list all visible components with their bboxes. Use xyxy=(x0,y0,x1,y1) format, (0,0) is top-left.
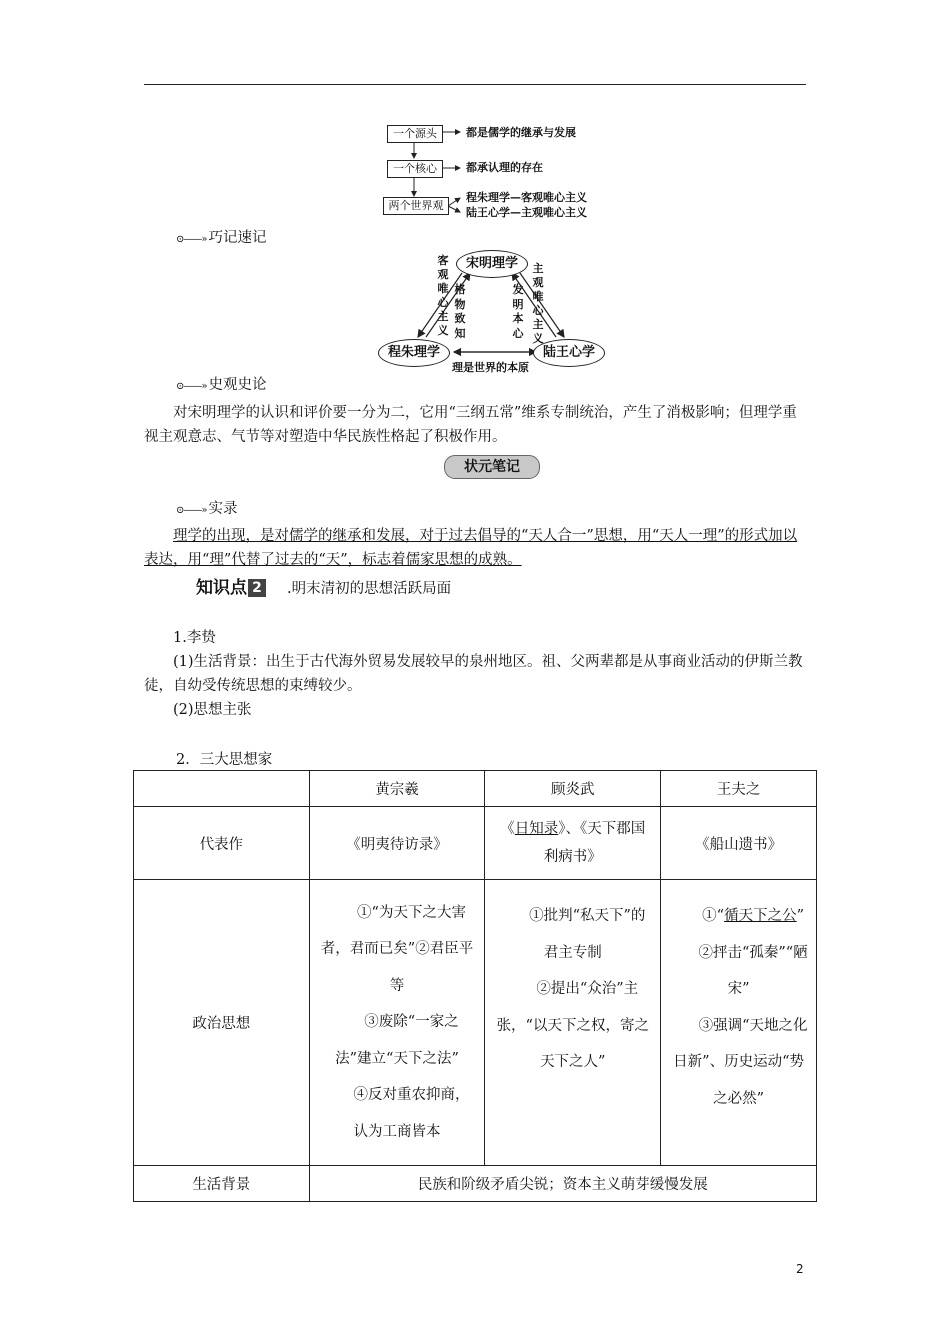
cell-wang-works: 《船山遗书》 xyxy=(661,807,817,880)
row-label: 生活背景 xyxy=(134,1166,310,1202)
table-row-politics xyxy=(134,880,817,1166)
row-label: 政治思想 xyxy=(134,880,310,1166)
header-cell: 王夫之 xyxy=(661,771,817,807)
knowledge-point-badge xyxy=(196,577,266,599)
text-source: 都是儒学的继承与发展 xyxy=(466,126,576,139)
label-right-outer: 主 观 唯 心 主 义 xyxy=(532,262,544,345)
section-shilu xyxy=(176,499,238,521)
thinkers-table xyxy=(133,770,817,1202)
header-rule xyxy=(144,84,806,85)
header-cell: 顾炎武 xyxy=(485,771,661,807)
cell-gu-works: 《日知录》、《天下郡国利病书》 xyxy=(485,807,661,880)
node-luwang: 陆王心学 xyxy=(533,339,605,367)
section-label: 史观史论 xyxy=(208,377,267,393)
shiguan-text: 对宋明理学的认识和评价要一分为二，它用“三纲五常”维系专制统治，产生了消极影响；但理学重视主观意志、气节等对塑造中华民族性格起了积极作用。 xyxy=(144,405,797,445)
kp-label: 知识点 xyxy=(196,578,247,598)
table-row-works xyxy=(134,807,817,880)
section-shiguan xyxy=(176,375,267,397)
lizhi-heading: 1.李贽 xyxy=(173,630,216,646)
three-thinkers-heading: 2．三大思想家 xyxy=(176,752,273,768)
cell-gu-politics: ①批判“私天下”的君主专制 ②提出“众治”主张，“以天下之权，寄之天下之人” xyxy=(485,880,661,1166)
cell-background: 民族和阶级矛盾尖锐；资本主义萌芽缓慢发展 xyxy=(309,1166,816,1202)
kp-number: 2 xyxy=(248,579,266,597)
text-luwang: 陆王心学—主观唯心主义 xyxy=(466,206,587,219)
table-header-row xyxy=(134,771,817,807)
section-label: 实录 xyxy=(208,501,238,517)
marker-icon: ⊙——» xyxy=(176,505,207,516)
label-left-inner: 格 物 致 知 xyxy=(454,283,466,340)
table-row-background xyxy=(134,1166,817,1202)
box-core: 一个核心 xyxy=(387,160,443,178)
header-cell xyxy=(134,771,310,807)
lizhi-background: (1)生活背景：出生于古代海外贸易发展较早的泉州地区。祖、父两辈都是从事商业活动的伊斯兰教徒，自幼受传统思想的束缚较少。 xyxy=(144,654,803,694)
text-core: 都承认理的存在 xyxy=(466,161,543,174)
box-worldview: 两个世界观 xyxy=(383,197,449,215)
cell-huang-politics: ①“为天下之大害者，君而已矣”②君臣平等 ③废除“一家之法”建立“天下之法” ④反对重农抑商，认为工商皆本 xyxy=(309,880,485,1166)
node-chengzhu: 程朱理学 xyxy=(378,339,450,367)
section-qiaoji xyxy=(176,228,267,250)
zhuangyuan-badge: 状元笔记 xyxy=(444,455,540,479)
marker-icon: ⊙——» xyxy=(176,234,207,245)
section-label: 巧记速记 xyxy=(208,230,267,246)
header-cell: 黄宗羲 xyxy=(309,771,485,807)
lizhi-section xyxy=(144,626,806,722)
kp-title: .明末清初的思想活跃局面 xyxy=(287,581,452,597)
text-chengzhu: 程朱理学—客观唯心主义 xyxy=(466,191,587,204)
page-number: 2 xyxy=(796,1262,804,1276)
marker-icon: ⊙——» xyxy=(176,381,207,392)
cell-huang-works: 《明夷待访录》 xyxy=(309,807,485,880)
cell-wang-politics: ①“循天下之公” ②抨击“孤秦”“陋宋” ③强调“天地之化日新”、历史运动“势之必然” xyxy=(661,880,817,1166)
label-bottom: 理是世界的本原 xyxy=(452,361,529,374)
row-label: 代表作 xyxy=(134,807,310,880)
shilu-text: 理学的出现，是对儒学的继承和发展，对于过去倡导的“天人合一”思想，用“天人一理”的形式加以表达，用“理”代替了过去的“天”，标志着儒家思想的成熟。 xyxy=(144,528,798,568)
label-left-outer: 客 观 唯 心 主 义 xyxy=(437,254,449,337)
box-source: 一个源头 xyxy=(387,125,443,143)
lizhi-thought: (2)思想主张 xyxy=(173,702,252,718)
label-right-inner: 发 明 本 心 xyxy=(512,283,524,340)
node-songming: 宋明理学 xyxy=(456,250,528,278)
